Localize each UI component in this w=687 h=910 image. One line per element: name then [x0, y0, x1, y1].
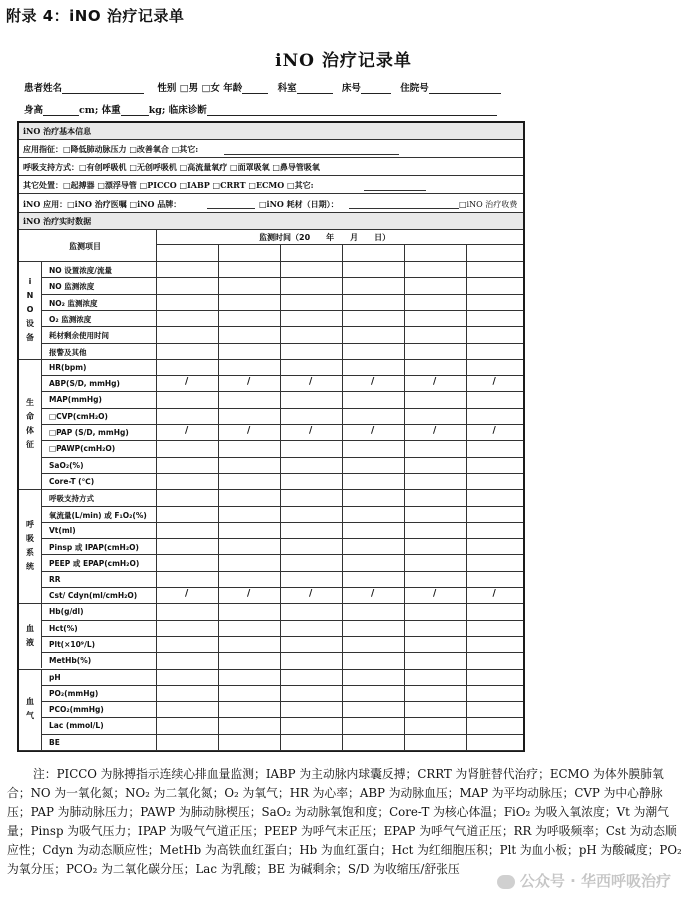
data-cell[interactable]	[219, 555, 279, 569]
data-cell[interactable]	[157, 311, 217, 325]
data-cell[interactable]	[467, 490, 522, 504]
data-cell[interactable]	[219, 604, 279, 618]
data-cell[interactable]	[281, 360, 341, 374]
data-cell[interactable]	[467, 604, 522, 618]
data-cell[interactable]	[219, 441, 279, 455]
data-cell[interactable]	[405, 311, 465, 325]
slash-mark: /	[309, 589, 313, 599]
data-cell[interactable]	[467, 572, 522, 586]
data-cell[interactable]	[405, 392, 465, 406]
data-cell[interactable]	[467, 458, 522, 472]
weight-field[interactable]	[121, 104, 149, 116]
data-cell[interactable]	[343, 474, 403, 488]
data-cell[interactable]	[157, 474, 217, 488]
data-cell[interactable]	[467, 555, 522, 569]
data-cell[interactable]	[281, 295, 341, 309]
data-cell[interactable]	[405, 653, 465, 667]
data-cell[interactable]	[219, 490, 279, 504]
bed-field[interactable]	[361, 82, 391, 94]
monitor-item: PCO₂(mmHg)	[49, 705, 104, 715]
slash-mark: /	[309, 426, 313, 436]
data-cell[interactable]	[343, 441, 403, 455]
slash-mark: /	[247, 589, 251, 599]
data-cell[interactable]	[281, 621, 341, 635]
data-cell[interactable]	[343, 702, 403, 716]
other-treatment-row	[19, 176, 523, 194]
data-cell[interactable]	[219, 392, 279, 406]
data-cell[interactable]	[405, 376, 465, 390]
height-unit: cm;	[79, 105, 99, 116]
ino-fee-text[interactable]: □iNO 治疗收费	[459, 200, 518, 209]
monitor-item: BE	[49, 737, 60, 747]
other-treatment-line	[364, 190, 426, 191]
group-divider	[41, 489, 42, 603]
data-cell[interactable]	[219, 262, 279, 276]
data-cell[interactable]	[467, 474, 522, 488]
data-cell[interactable]	[157, 555, 217, 569]
monitor-item: Plt(×10⁹/L)	[49, 639, 96, 649]
other-treatment-text[interactable]: 其它处置：□起搏器 □漂浮导管 □PICCO □IABP □CRRT □ECMO □其它:	[23, 180, 314, 190]
data-cell[interactable]	[343, 392, 403, 406]
data-cell[interactable]	[219, 474, 279, 488]
header-row-patient	[24, 80, 501, 94]
data-cell[interactable]	[157, 409, 217, 423]
slash-mark: /	[433, 377, 437, 388]
monitor-item: Vt(ml)	[49, 525, 76, 535]
data-cell[interactable]	[467, 621, 522, 635]
slash-mark: /	[247, 426, 251, 436]
data-cell[interactable]	[343, 572, 403, 586]
data-cell[interactable]	[157, 718, 217, 732]
data-cell[interactable]	[467, 409, 522, 423]
data-cell[interactable]	[405, 295, 465, 309]
data-cell[interactable]	[343, 539, 403, 553]
monitor-item: NO 设置浓度/流量	[49, 266, 113, 275]
group-label: i N O 设 备	[26, 276, 34, 342]
bed-label: 床号	[341, 83, 361, 94]
group-divider	[41, 261, 42, 359]
data-cell[interactable]	[157, 637, 217, 651]
weight-label: 体重	[101, 105, 121, 116]
diagnosis-field[interactable]	[207, 104, 497, 116]
monitor-item: pH	[49, 672, 61, 682]
data-cell[interactable]	[343, 637, 403, 651]
data-cell[interactable]	[219, 278, 279, 292]
monitor-item: MetHb(%)	[49, 656, 92, 666]
data-cell[interactable]	[467, 718, 522, 732]
monitor-item: Pinsp 或 IPAP(cmH₂O)	[49, 543, 139, 553]
data-cell[interactable]	[157, 686, 217, 700]
data-cell[interactable]	[157, 507, 217, 521]
time-col-divider	[280, 244, 281, 261]
data-cell[interactable]	[405, 409, 465, 423]
monitor-item: HR(bpm)	[49, 362, 87, 372]
data-cell[interactable]	[281, 604, 341, 618]
data-cell[interactable]	[405, 262, 465, 276]
header-row-body	[24, 102, 497, 116]
data-cell[interactable]	[281, 637, 341, 651]
data-cell[interactable]	[405, 718, 465, 732]
data-cell[interactable]	[219, 327, 279, 341]
data-cell[interactable]	[281, 670, 341, 684]
monitor-item: Cst/ Cdyn(ml/cmH₂O)	[49, 591, 138, 600]
data-cell[interactable]	[405, 344, 465, 358]
indication-other-line	[224, 154, 399, 155]
data-cell[interactable]	[157, 425, 217, 439]
data-cell[interactable]	[281, 344, 341, 358]
data-cell[interactable]	[343, 718, 403, 732]
data-cell[interactable]	[281, 588, 341, 602]
data-cell[interactable]	[281, 735, 341, 749]
data-cell[interactable]	[281, 441, 341, 455]
time-header-line	[156, 244, 523, 245]
data-cell[interactable]	[405, 637, 465, 651]
data-cell[interactable]	[467, 588, 522, 602]
data-cell[interactable]	[157, 653, 217, 667]
data-cell[interactable]	[343, 360, 403, 374]
data-cell[interactable]	[343, 327, 403, 341]
basic-info-header	[19, 123, 523, 140]
data-cell[interactable]	[405, 539, 465, 553]
data-cell[interactable]	[281, 686, 341, 700]
data-cell[interactable]	[219, 295, 279, 309]
data-cell[interactable]	[157, 621, 217, 635]
data-cell[interactable]	[219, 637, 279, 651]
female-checkbox[interactable]: □女	[201, 83, 220, 94]
data-cell[interactable]	[281, 327, 341, 341]
record-sheet	[17, 121, 525, 752]
resp-support-row	[19, 158, 523, 176]
watermark	[497, 870, 671, 891]
data-cell[interactable]	[281, 555, 341, 569]
data-cell[interactable]	[157, 327, 217, 341]
slash-mark: /	[185, 426, 189, 436]
monitor-item: □PAWP(cmH₂O)	[49, 444, 116, 454]
data-cell[interactable]	[467, 523, 522, 537]
data-cell[interactable]	[219, 572, 279, 586]
data-cell[interactable]	[467, 702, 522, 716]
data-cell[interactable]	[219, 409, 279, 423]
data-cell[interactable]	[157, 262, 217, 276]
sex-label: 性别	[157, 83, 177, 94]
data-cell[interactable]	[343, 409, 403, 423]
data-cell[interactable]	[467, 637, 522, 651]
data-cell[interactable]	[467, 686, 522, 700]
data-cell[interactable]	[157, 376, 217, 390]
data-cell[interactable]	[405, 360, 465, 374]
monitor-item: PO₂(mmHg)	[49, 688, 99, 698]
data-cell[interactable]	[343, 490, 403, 504]
admission-field[interactable]	[429, 82, 501, 94]
slash-mark: /	[371, 426, 375, 436]
data-cell[interactable]	[343, 555, 403, 569]
data-cell[interactable]	[343, 653, 403, 667]
slash-mark: /	[371, 589, 375, 599]
data-cell[interactable]	[157, 572, 217, 586]
data-cell[interactable]	[157, 458, 217, 472]
age-field[interactable]	[242, 82, 268, 94]
dept-label: 科室	[277, 83, 297, 94]
data-cell[interactable]	[157, 344, 217, 358]
realtime-header	[19, 213, 523, 230]
item-header: 监测项目	[69, 242, 101, 251]
time-header: 监测时间（20 年 月 日）	[259, 233, 391, 242]
data-cell[interactable]	[467, 653, 522, 667]
data-cell[interactable]	[157, 670, 217, 684]
data-cell[interactable]	[281, 278, 341, 292]
data-cell[interactable]	[405, 441, 465, 455]
time-col-divider	[466, 244, 467, 261]
height-field[interactable]	[43, 104, 79, 116]
data-cell[interactable]	[343, 621, 403, 635]
data-cell[interactable]	[343, 311, 403, 325]
group-label: 生 命 体 征	[26, 398, 34, 449]
data-cell[interactable]	[157, 523, 217, 537]
group-label: 呼 吸 系 统	[26, 520, 34, 572]
slash-mark: /	[492, 377, 496, 388]
data-cell[interactable]	[405, 474, 465, 488]
data-cell[interactable]	[157, 735, 217, 749]
male-checkbox[interactable]: □男	[179, 83, 199, 94]
data-cell[interactable]	[467, 376, 522, 390]
data-cell[interactable]	[405, 507, 465, 521]
data-cell[interactable]	[281, 458, 341, 472]
data-cell[interactable]	[343, 278, 403, 292]
admission-label: 住院号	[400, 83, 429, 94]
data-cell[interactable]	[157, 588, 217, 602]
data-cell[interactable]	[467, 344, 522, 358]
data-cell[interactable]	[157, 490, 217, 504]
monitor-item: Hct(%)	[49, 623, 78, 633]
data-cell[interactable]	[219, 425, 279, 439]
data-cell[interactable]	[219, 344, 279, 358]
slash-mark: /	[433, 426, 437, 436]
data-cell[interactable]	[219, 376, 279, 390]
data-cell[interactable]	[281, 490, 341, 504]
data-cell[interactable]	[467, 295, 522, 309]
monitor-item: □CVP(cmH₂O)	[49, 411, 108, 421]
data-cell[interactable]	[219, 588, 279, 602]
group-label: 血 气	[26, 697, 34, 721]
time-col-divider	[218, 244, 219, 261]
data-cell[interactable]	[343, 670, 403, 684]
data-cell[interactable]	[405, 278, 465, 292]
monitor-item: Core-T (℃)	[49, 476, 95, 486]
monitor-item: SaO₂(%)	[49, 460, 84, 470]
data-cell[interactable]	[281, 572, 341, 586]
monitor-item: O₂ 监测浓度	[49, 314, 92, 324]
data-cell[interactable]	[405, 588, 465, 602]
ino-consumables-line	[349, 208, 459, 209]
data-cell[interactable]	[219, 621, 279, 635]
realtime-title: iNO 治疗实时数据	[23, 216, 92, 226]
data-cell[interactable]	[343, 344, 403, 358]
data-cell[interactable]	[343, 262, 403, 276]
data-cell[interactable]	[157, 392, 217, 406]
slash-mark: /	[492, 426, 496, 436]
data-cell[interactable]	[157, 539, 217, 553]
data-cell[interactable]	[467, 311, 522, 325]
slash-mark: /	[185, 377, 189, 388]
monitor-item: 呼吸支持方式	[49, 494, 94, 504]
data-cell[interactable]	[281, 392, 341, 406]
monitor-item: □PAP (S/D, mmHg)	[49, 428, 129, 437]
resp-support-text[interactable]: 呼吸支持方式：□有创呼吸机 □无创呼吸机 □高流量氧疗 □面罩吸氧 □鼻导管吸氧	[23, 162, 320, 172]
data-cell[interactable]	[405, 572, 465, 586]
data-cell[interactable]	[343, 425, 403, 439]
patient-name-label: 患者姓名	[24, 83, 63, 94]
data-cell[interactable]	[281, 409, 341, 423]
data-cell[interactable]	[281, 539, 341, 553]
data-cell[interactable]	[405, 327, 465, 341]
data-cell[interactable]	[157, 295, 217, 309]
data-cell[interactable]	[281, 653, 341, 667]
data-cell[interactable]	[467, 262, 522, 276]
data-cell[interactable]	[467, 327, 522, 341]
data-cell[interactable]	[467, 507, 522, 521]
data-cell[interactable]	[281, 262, 341, 276]
monitor-item: Lac (mmol/L)	[49, 721, 104, 731]
data-cell[interactable]	[467, 670, 522, 684]
age-label: 年龄	[223, 83, 243, 94]
slash-mark: /	[309, 377, 313, 388]
data-cell[interactable]	[405, 523, 465, 537]
data-cell[interactable]	[343, 376, 403, 390]
data-cell[interactable]	[405, 604, 465, 618]
time-col-divider	[342, 244, 343, 261]
group-label: 血 液	[26, 623, 34, 647]
data-cell[interactable]	[405, 555, 465, 569]
data-cell[interactable]	[405, 621, 465, 635]
data-cell[interactable]	[281, 718, 341, 732]
appendix-title: 附录 4：iNO 治疗记录单	[6, 7, 185, 25]
data-cell[interactable]	[219, 718, 279, 732]
form-title: iNO 治疗记录单	[275, 51, 412, 71]
data-cell[interactable]	[219, 670, 279, 684]
row-line	[19, 750, 523, 751]
data-cell[interactable]	[467, 360, 522, 374]
data-cell[interactable]	[405, 425, 465, 439]
data-cell[interactable]	[467, 425, 522, 439]
group-divider	[41, 603, 42, 668]
slash-mark: /	[185, 589, 189, 599]
time-col-divider	[404, 244, 405, 261]
data-cell[interactable]	[219, 686, 279, 700]
header-divider	[156, 230, 157, 261]
data-cell[interactable]	[343, 507, 403, 521]
data-cell[interactable]	[219, 523, 279, 537]
ino-consumables-text[interactable]: □iNO 耗材（日期）：	[259, 199, 339, 209]
patient-name-field[interactable]	[62, 82, 144, 94]
monitor-item: 氧流量(L/min) 或 F₁O₂(%)	[49, 510, 147, 520]
data-cell[interactable]	[157, 278, 217, 292]
indication-text[interactable]: 应用指征：□降低肺动脉压力 □改善氧合 □其它:	[23, 144, 199, 154]
data-cell[interactable]	[219, 735, 279, 749]
basic-info-title: iNO 治疗基本信息	[23, 126, 92, 136]
monitor-item: Hb(g/dl)	[49, 607, 84, 617]
data-cell[interactable]	[467, 392, 522, 406]
data-cell[interactable]	[467, 539, 522, 553]
ino-application-text[interactable]: iNO 应用：□iNO 治疗医嘱 □iNO 品牌：	[23, 199, 182, 209]
slash-mark: /	[247, 377, 251, 388]
data-cell[interactable]	[281, 523, 341, 537]
indication-row	[19, 140, 523, 158]
data-cell[interactable]	[343, 523, 403, 537]
data-cell[interactable]	[405, 702, 465, 716]
data-cell[interactable]	[281, 474, 341, 488]
data-cell[interactable]	[467, 278, 522, 292]
slash-mark: /	[371, 377, 375, 388]
monitor-item: MAP(mmHg)	[49, 395, 102, 405]
data-cell[interactable]	[281, 702, 341, 716]
slash-mark: /	[492, 589, 496, 599]
ino-application-row	[19, 194, 523, 213]
data-cell[interactable]	[281, 425, 341, 439]
data-cell[interactable]	[219, 653, 279, 667]
data-cell[interactable]	[343, 735, 403, 749]
group-divider	[41, 359, 42, 489]
data-cell[interactable]	[467, 441, 522, 455]
monitor-item: ABP(S/D, mmHg)	[49, 379, 120, 389]
monitor-item: RR	[49, 574, 61, 584]
data-cell[interactable]	[219, 507, 279, 521]
data-cell[interactable]	[405, 490, 465, 504]
group-divider	[41, 669, 42, 751]
data-cell[interactable]	[157, 441, 217, 455]
dept-field[interactable]	[297, 82, 333, 94]
data-cell[interactable]	[343, 588, 403, 602]
data-cell[interactable]	[405, 458, 465, 472]
data-cell[interactable]	[219, 539, 279, 553]
data-cell[interactable]	[343, 686, 403, 700]
footnote: 注：PICCO 为脉搏指示连续心排血量监测；IABP 为主动脉内球囊反搏；CRRT 为肾脏替代治疗；ECMO 为体外膜肺氧合；NO 为一氧化氮；NO₂ 为二氧化氮；O₂ 为氧气；HR 为心率；ABP 为动脉血压；MAP 为平均动脉压；CVP 为中心静脉压；PAP 为肺动脉压力；PAWP 为肺动脉楔压；SaO₂ 为动脉氧饱和度；Core-T 为核心体温；FiO₂ 为吸入氧浓度；Vt 为潮气量；Pinsp 为吸气压力；IPAP 为吸气气道正压；PEEP 为呼气末正压；EPAP 为呼气气道正压；RR 为呼吸频率；Cst 为动态顺应性；Cdyn 为动态顺应性；MetHb 为高铁血红蛋白；Hb 为血红蛋白；Hct 为红细胞压积；Plt 为血小板；pH 为酸碱度；PO₂ 为氧分压；PCO₂ 为二氧化碳分压；Lac 为乳酸；BE 为碱剩余；S/D 为收缩压/舒张压	[7, 767, 682, 876]
data-cell[interactable]	[219, 702, 279, 716]
monitor-item: PEEP 或 EPAP(cmH₂O)	[49, 559, 140, 569]
data-cell[interactable]	[281, 507, 341, 521]
data-cell[interactable]	[343, 458, 403, 472]
monitor-item: 耗材剩余使用时间	[49, 331, 109, 341]
data-cell[interactable]	[405, 670, 465, 684]
data-cell[interactable]	[219, 311, 279, 325]
monitor-item: 报警及其他	[49, 347, 87, 357]
data-cell[interactable]	[405, 686, 465, 700]
data-cell[interactable]	[219, 458, 279, 472]
data-cell[interactable]	[405, 735, 465, 749]
data-cell[interactable]	[157, 702, 217, 716]
data-cell[interactable]	[157, 604, 217, 618]
slash-mark: /	[433, 589, 437, 599]
monitor-item: NO 监测浓度	[49, 282, 95, 292]
data-cell[interactable]	[219, 360, 279, 374]
height-label: 身高	[24, 105, 44, 116]
monitor-item: NO₂ 监测浓度	[49, 298, 98, 308]
watermark-text: 公众号 · 华西呼吸治疗	[519, 872, 671, 890]
data-cell[interactable]	[281, 376, 341, 390]
data-cell[interactable]	[281, 311, 341, 325]
data-cell[interactable]	[467, 735, 522, 749]
data-cell[interactable]	[157, 360, 217, 374]
weight-unit: kg;	[148, 105, 166, 116]
diagnosis-label: 临床诊断	[168, 105, 207, 116]
data-cell[interactable]	[343, 604, 403, 618]
wechat-icon	[497, 875, 515, 889]
data-cell[interactable]	[343, 295, 403, 309]
ino-brand-line	[207, 208, 255, 209]
